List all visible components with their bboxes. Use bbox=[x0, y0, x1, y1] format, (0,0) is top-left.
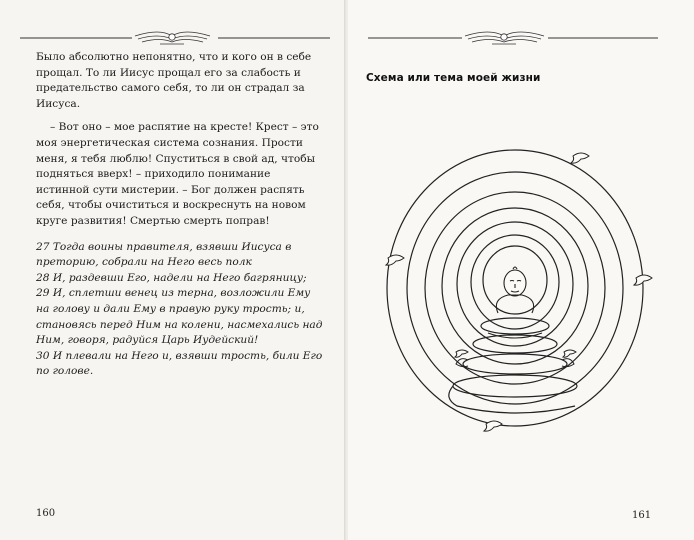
paragraph-2: – Вот оно – мое распятие на кресте! Крест – это моя энергетическая система сознания. Прости меня, я тебя люблю! Спуститься в свой ад, чтобы подняться вверх! – приходило понимание истинной сути мистерии. – Бог должен распять себя, чтобы очиститься и воскреснуть на новом круге развития! Смертью смерть поправ! bbox=[36, 121, 319, 227]
meditating-figure-icon bbox=[488, 267, 542, 338]
dove-icon-left bbox=[386, 255, 404, 265]
verse-27: 27 Тогда воины правителя, взявши Иисуса в преторию, собрали на Него весь полк bbox=[36, 240, 292, 269]
header-ornament-left bbox=[0, 24, 346, 50]
page-number-right: 161 bbox=[632, 510, 652, 521]
left-body-text bbox=[36, 50, 326, 380]
left-page bbox=[0, 0, 346, 540]
page-number-left: 160 bbox=[36, 508, 56, 519]
winged-disk-icon bbox=[135, 32, 210, 44]
diagram-heading: Схема или тема моей жизни bbox=[366, 72, 541, 84]
spiral-loops bbox=[449, 318, 577, 413]
verse-29: 29 И, сплетши венец из терна, возложили Ему на голову и дали Ему в правую руку трость; и, становясь перед Ним на колени, насмехались над Ним, говоря, радуйся Царь Иудейский! bbox=[36, 287, 323, 347]
verse-28: 28 И, раздевши Его, надели на Него багряницу; bbox=[36, 271, 307, 284]
hands-icon bbox=[456, 359, 574, 367]
paragraph-1: Было абсолютно непонятно, что и кого он в себе прощал. То ли Иисус прощал его за слабость и предательство самого себя, то ли он страдал за Иисуса. bbox=[36, 51, 312, 110]
dove-icon-top-right bbox=[571, 153, 589, 163]
dove-icon-lower-left bbox=[455, 350, 468, 357]
verse-30: 30 И плевали на Него и, взявши трость, били Его по голове. bbox=[36, 349, 323, 378]
life-spiral-diagram bbox=[368, 128, 668, 448]
dove-icon-lower-right bbox=[563, 350, 576, 357]
winged-disk-icon bbox=[465, 32, 544, 44]
verses-block bbox=[36, 240, 326, 380]
header-ornament-right bbox=[348, 24, 694, 50]
right-page bbox=[348, 0, 694, 540]
